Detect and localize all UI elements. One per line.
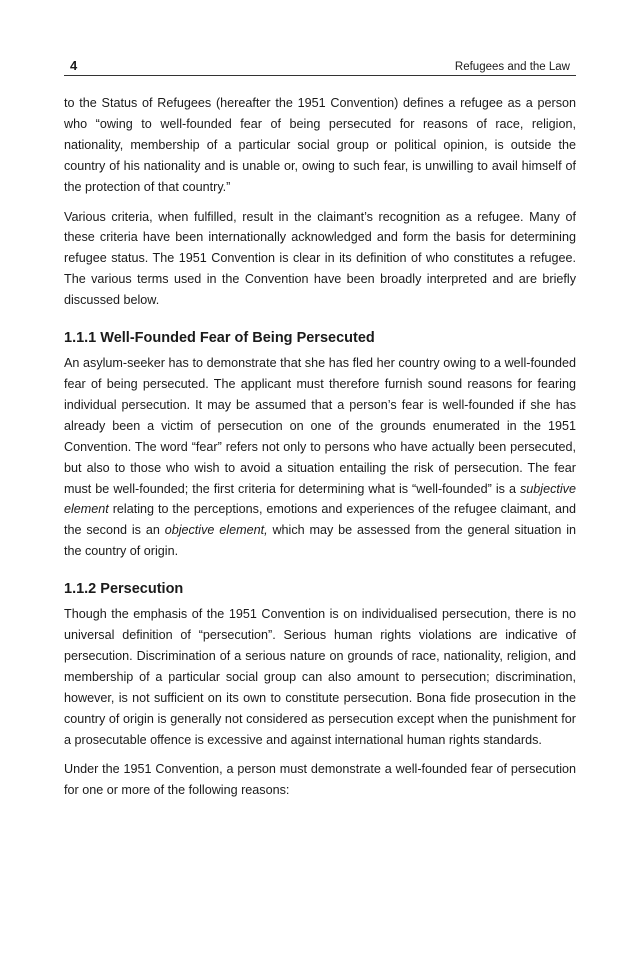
paragraph-well-founded-fear: [64, 353, 576, 562]
text-run: which may be assessed from the general situation in the country of origin.: [64, 523, 576, 559]
section-heading-persecution: 1.1.2 Persecution: [64, 581, 184, 598]
paragraph-reasons-intro: Under the 1951 Convention, a person must demonstrate a well-founded fear of persecution for one or more of the following reasons:: [64, 762, 576, 798]
running-title: Refugees and the Law: [454, 61, 570, 73]
paragraph-criteria: Various criteria, when fulfilled, result in the claimant’s recognition as a refugee. Many of these criteria have been internationally acknowledged and form the basis for determining refugee status. The 1951 Convention is clear in its definition of who constitutes a refugee. The various terms used in the Convention have been broadly interpreted and are briefly discussed below.: [64, 209, 576, 308]
section-heading-well-founded-fear: 1.1.1 Well-Founded Fear of Being Persecuted: [64, 330, 375, 347]
page-body: [64, 93, 576, 801]
text-run: An asylum-seeker has to demonstrate that she has fled her country owing to a well-founded fear of being persecuted. The applicant must therefore furnish sound reasons for fearing individual persecution. It may be assumed that a person’s fear is well-founded if she has already been a victim of persecution on one of the grounds enumerated in the 1951 Convention. The word “fear” refers not only to persons who have actually been persecuted, but also to those who wish to avoid a situation entailing the risk of persecution. The fear must be well-founded; the first criteria for determining what is “well-founded” is a: [64, 356, 576, 496]
emphasis-objective-element: objective element,: [164, 523, 268, 538]
paragraph-persecution: Though the emphasis of the 1951 Convention is on individualised persecution, there is no universal definition of “persecution”. Serious human rights violations are indicative of persecution. Discrimination of a serious nature on grounds of race, nationality, religion, and membership of a particular social group can also amount to persecution; discrimination, however, is not sufficient on its own to constitute persecution. Bona fide prosecution in the country of origin is generally not considered as persecution except when the punishment for a prosecutable offence is excessive and against international human rights standards.: [64, 607, 576, 747]
paragraph-definition: to the Status of Refugees (hereafter the 1951 Convention) defines a refugee as a person who “owing to well-founded fear of being persecuted for reasons of race, religion, nationality, membership of a particular social group or political opinion, is outside the country of his nationality and is unable or, owing to such fear, is unwilling to avail himself of the protection of that country.”: [64, 96, 576, 194]
running-header: [64, 52, 576, 76]
document-page: [64, 52, 576, 810]
page-number: 4: [70, 58, 78, 73]
emphasis-subjective-element: subjective element: [64, 481, 576, 517]
text-run: relating to the perceptions, emotions and experiences of the refugee claimant, and the second is an: [64, 502, 576, 538]
